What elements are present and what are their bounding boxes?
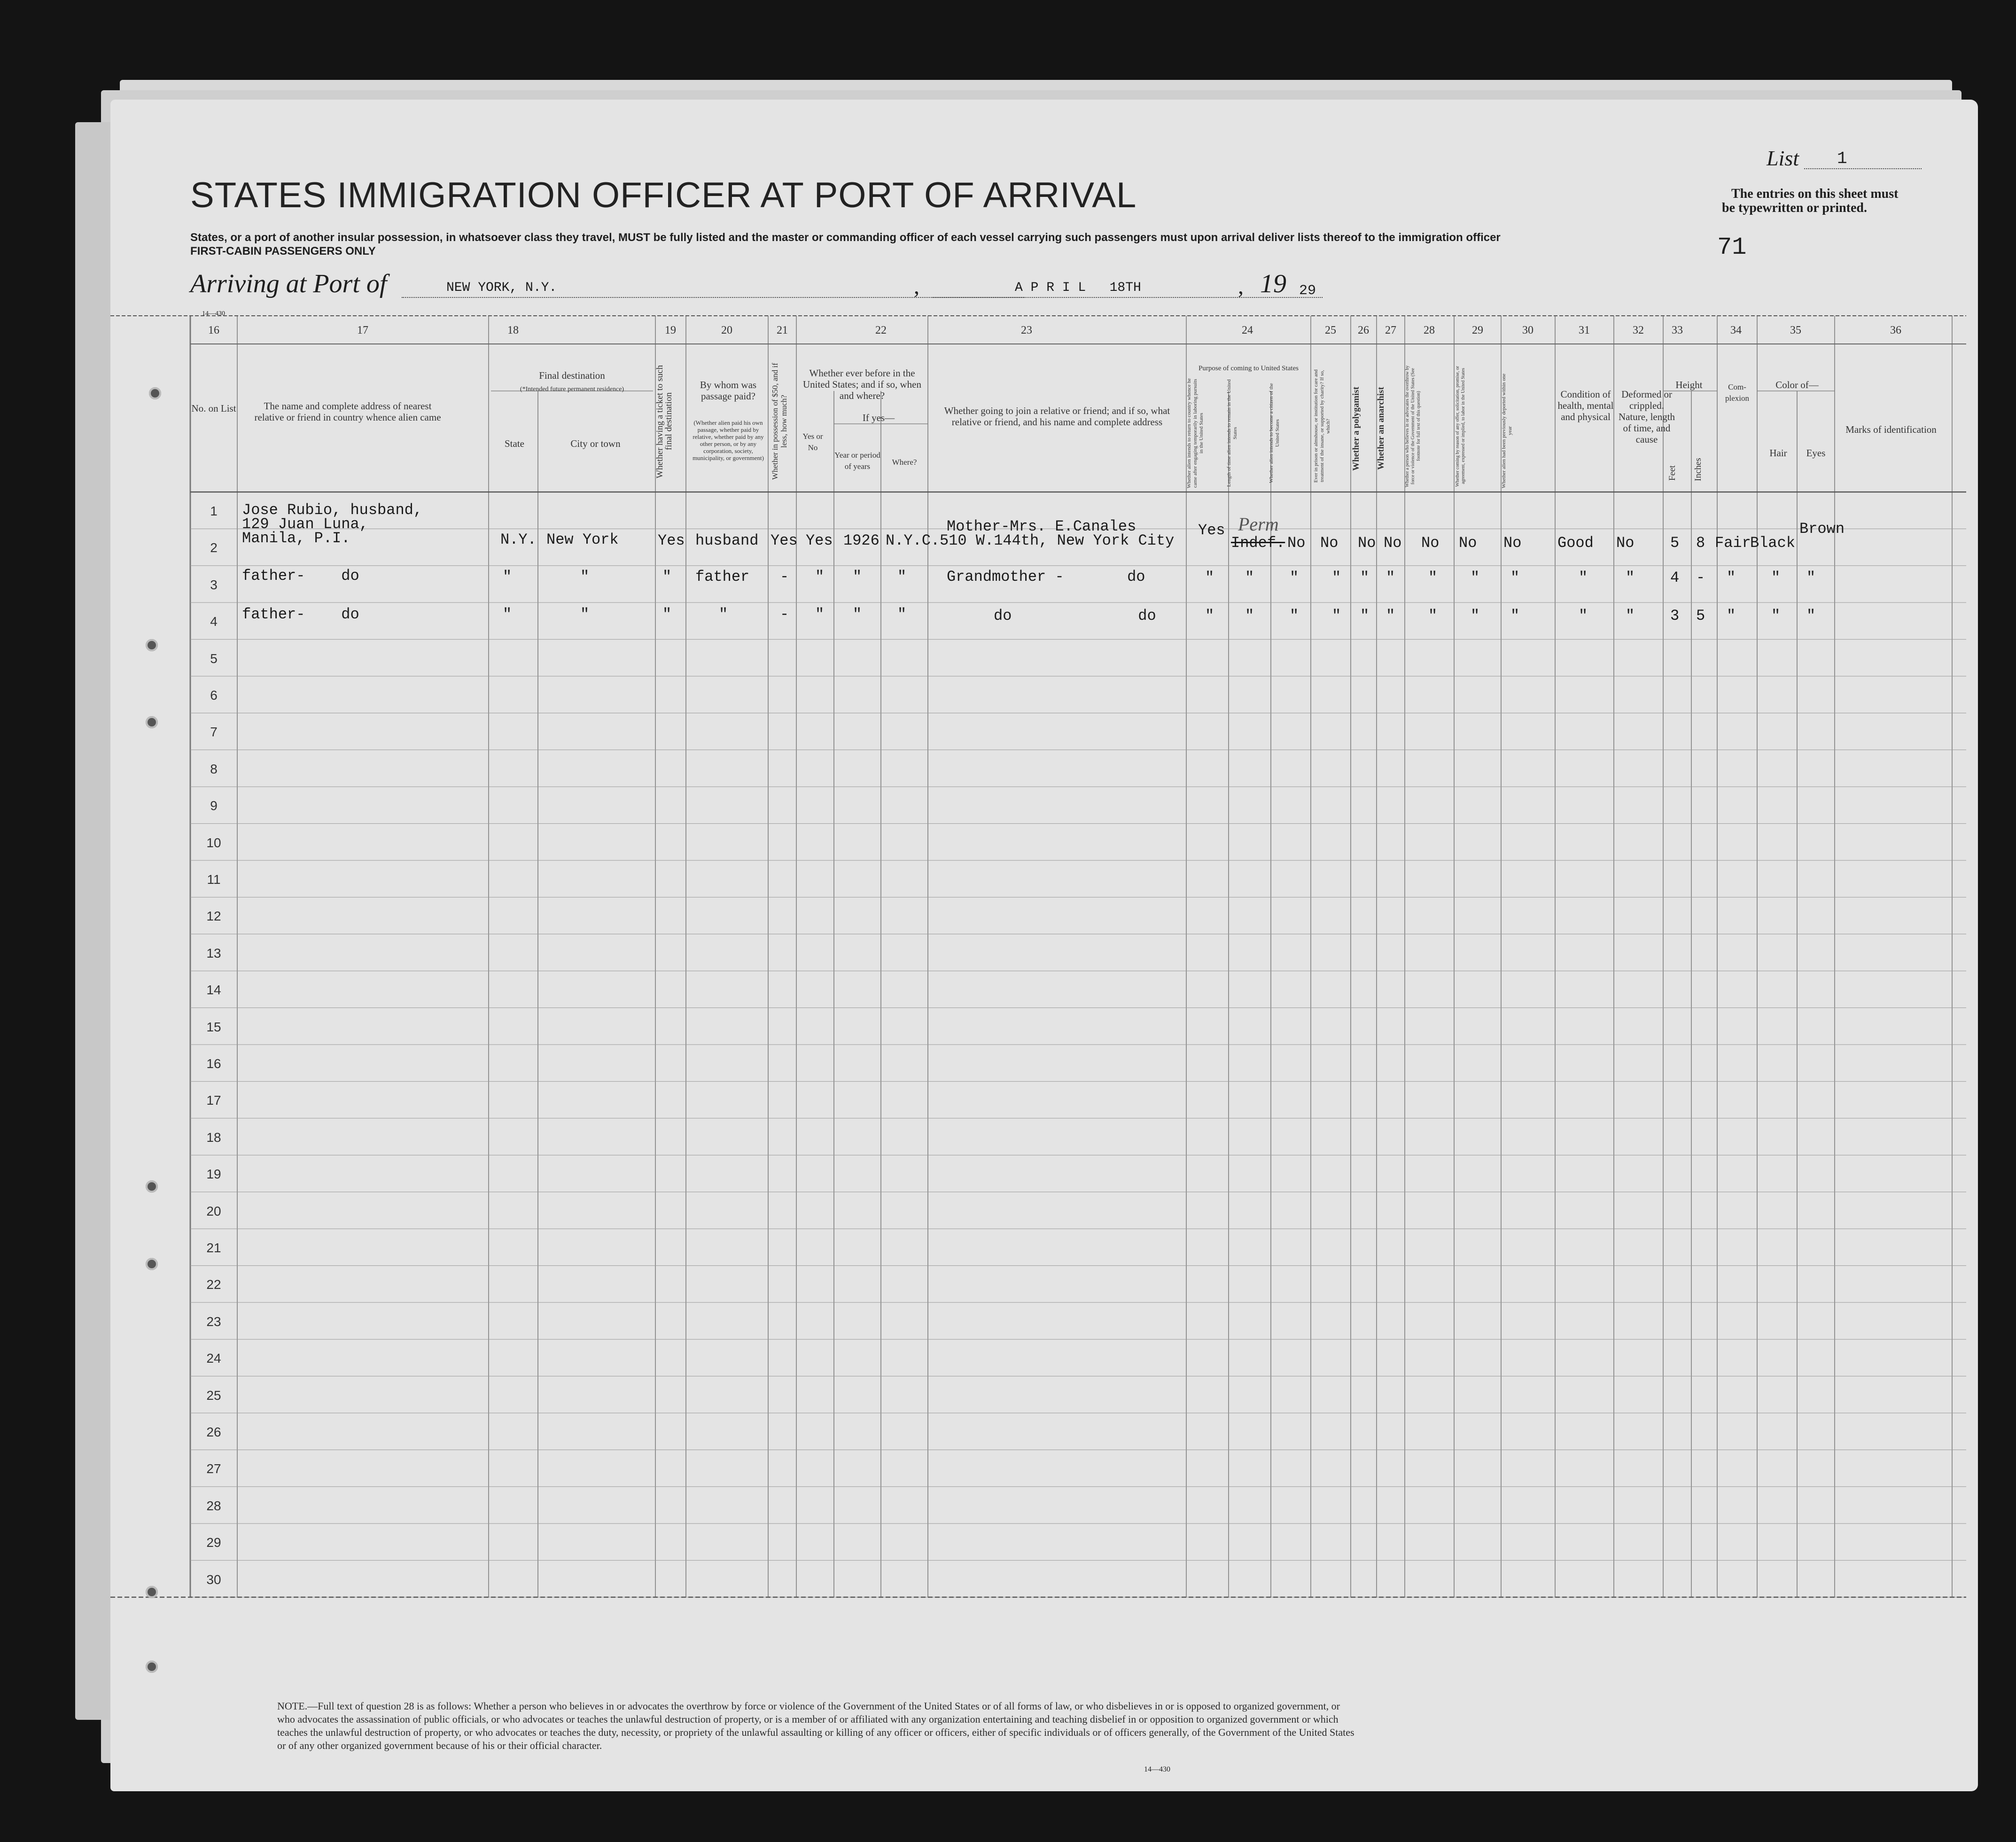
binding-hole xyxy=(146,1258,158,1270)
year-prefix: 19 xyxy=(1260,269,1286,298)
r1-overthrow: No xyxy=(1421,534,1440,552)
row-number: 17 xyxy=(206,1093,221,1108)
r2-anarchist: " xyxy=(1386,569,1395,586)
header-before-where: Where? xyxy=(892,458,917,467)
r2-city: " xyxy=(580,568,590,585)
page-title: STATES IMMIGRATION OFFICER AT PORT OF ARRIVAL xyxy=(190,175,1137,215)
r1-polygamist: No xyxy=(1358,534,1376,552)
r1-complexion: Fair xyxy=(1715,534,1751,552)
r2-hair: " xyxy=(1771,569,1781,586)
row-number: 2 xyxy=(210,540,218,555)
row-number: 29 xyxy=(206,1535,221,1550)
column-number: 31 xyxy=(1579,324,1590,336)
r2-citizen: " xyxy=(1290,569,1299,586)
r2-before-yes-no: " xyxy=(815,568,825,585)
r1-inches: 8 xyxy=(1696,534,1705,552)
instruction-line2: FIRST-CABIN PASSENGERS ONLY xyxy=(190,245,376,258)
row-number: 16 xyxy=(206,1056,221,1071)
row-number: 14 xyxy=(206,983,221,998)
column-number: 18 xyxy=(507,324,519,336)
typewritten-note-line1: The entries on this sheet must xyxy=(1731,187,1899,201)
header-deformed: Deformed or crippled. Nature, length of time, and cause xyxy=(1618,389,1675,445)
header-before-year: Year or period of years xyxy=(834,451,880,471)
header-no-on-list: No. on List xyxy=(191,403,236,414)
r3-deported: " xyxy=(1510,607,1520,624)
ruled-grid xyxy=(110,100,1978,1791)
row-number: 21 xyxy=(206,1241,221,1255)
r1-deported: No xyxy=(1503,534,1522,552)
column-number: 30 xyxy=(1522,324,1533,336)
header-city: City or town xyxy=(570,438,621,449)
column-number: 19 xyxy=(665,324,676,336)
header-deported: Whether alien had been previously deported within one year xyxy=(1501,373,1513,489)
binding-hole xyxy=(146,1661,158,1673)
r1-before-yes-no: Yes xyxy=(806,532,833,549)
r3-anarchist: " xyxy=(1386,607,1395,624)
year-suffix: 29 xyxy=(1299,283,1316,299)
header-if-yes: If yes— xyxy=(862,412,895,423)
binding-hole xyxy=(146,716,158,728)
r1-relative-line2: 129 Juan Luna, xyxy=(242,515,368,533)
r1-relative-line3: Manila, P.I. xyxy=(242,530,350,547)
r3-length: " xyxy=(1245,607,1254,624)
column-number: 26 xyxy=(1358,324,1369,336)
column-number: 29 xyxy=(1472,324,1483,336)
header-purpose-length: Length of time alien intends to remain in the United States xyxy=(1226,379,1238,487)
header-marks: Marks of identification xyxy=(1845,424,1937,435)
r2-deported: " xyxy=(1510,569,1520,586)
port-of-arrival: NEW YORK, N.Y. xyxy=(446,281,557,295)
form-code-bottom: 14—430 xyxy=(1144,1765,1170,1773)
binding-hole xyxy=(146,639,158,651)
r1-hair: Black xyxy=(1750,534,1796,552)
header-eyes: Eyes xyxy=(1806,447,1826,459)
column-number: 23 xyxy=(1021,324,1032,336)
arriving-label: Arriving at Port of xyxy=(190,269,387,298)
column-number: 25 xyxy=(1325,324,1336,336)
column-number: 20 xyxy=(721,324,732,336)
r3-hair: " xyxy=(1771,607,1781,624)
r1-state: N.Y. xyxy=(500,531,537,548)
r3-inches: 5 xyxy=(1696,607,1705,624)
r2-length: " xyxy=(1245,569,1254,586)
column-number: 33 xyxy=(1672,324,1683,336)
r2-return: " xyxy=(1205,569,1214,586)
r2-joining: Grandmother - do xyxy=(947,568,1145,585)
r3-paid-by: " xyxy=(719,606,728,623)
r1-before-year: 1926 xyxy=(843,532,880,549)
row-number: 8 xyxy=(210,761,218,776)
column-number: 32 xyxy=(1633,324,1644,336)
r2-complexion: " xyxy=(1727,569,1736,586)
list-label: List xyxy=(1767,146,1799,170)
row-number: 3 xyxy=(210,577,218,592)
r3-money: - xyxy=(780,606,789,623)
r1-deformed: No xyxy=(1616,534,1635,552)
column-number: 34 xyxy=(1730,324,1742,336)
r3-before-yes-no: " xyxy=(815,606,825,623)
manifest-sheet xyxy=(110,100,1978,1791)
row-number: 28 xyxy=(206,1498,221,1513)
comma-1: , xyxy=(914,274,919,299)
r1-money: Yes xyxy=(771,532,798,549)
r3-joining: do do xyxy=(994,607,1156,624)
header-height: Height xyxy=(1675,379,1703,390)
column-number: 36 xyxy=(1890,324,1901,336)
r2-inches: - xyxy=(1696,569,1705,586)
r1-joining-line2: 510 W.144th, New York City xyxy=(940,532,1175,549)
row-number: 27 xyxy=(206,1461,221,1476)
port-underline xyxy=(402,297,1024,298)
footnote-question-28: NOTE.—Full text of question 28 is as follows: Whether a person who believes in or advocates the overthrow by force or violence of the Government of the United States or of all forms of law, or who disbelieves in or is opposed to organized government, or who advocates the assassination of public officials, or who advocates or teaches the unlawful destruction of property, or is a member of or affiliated with any organization entertaining and teaching disbelief in or opposition to organized government or which teaches the unlawful destruction of property, or who advocates or teaches the duty, necessity, or propriety of the unlawful assaulting or killing of any officer or officers, either of specific individuals or of officers generally, of the Government of the United States or of any other organized government because of his or their official character. xyxy=(277,1700,1354,1751)
header-passage-paid-sub: (Whether alien paid his own passage, whether paid by relative, whether paid by any other person, or by any corporation, society, municipality, or government) xyxy=(693,419,764,461)
header-passage-paid: By whom was passage paid? xyxy=(700,379,757,402)
header-purpose-citizen: Whether alien intends to become a citizen of the United States xyxy=(1269,383,1280,484)
row-number: 18 xyxy=(206,1130,221,1145)
r1-before-where: N.Y.C. xyxy=(886,532,940,549)
r3-deformed: " xyxy=(1626,607,1635,624)
r1-relative-line1: Jose Rubio, husband, xyxy=(242,501,423,519)
header-prison: Ever in prison or almshouse, or institution for care and treatment of the insane, or supported by charity? If so, which? xyxy=(1313,369,1331,483)
row-number: 25 xyxy=(206,1388,221,1403)
header-before-yes-no: Yes or No xyxy=(802,432,823,452)
r2-overthrow: " xyxy=(1428,569,1438,586)
arrival-date: A P R I L 18TH xyxy=(1015,281,1141,295)
r1-offer: No xyxy=(1459,534,1477,552)
column-number: 27 xyxy=(1385,324,1396,336)
r2-offer: " xyxy=(1471,569,1480,586)
row-number: 12 xyxy=(206,909,221,924)
header-state: State xyxy=(505,438,524,449)
row-number: 7 xyxy=(210,725,218,740)
r1-health: Good xyxy=(1557,534,1594,552)
header-anarchist: Whether an anarchist xyxy=(1376,387,1386,470)
r2-state: " xyxy=(503,568,512,585)
r3-return: " xyxy=(1205,607,1214,624)
row-number: 23 xyxy=(206,1314,221,1329)
r2-money: - xyxy=(780,568,789,585)
r3-eyes: " xyxy=(1806,607,1816,624)
sheet-number: 71 xyxy=(1717,234,1747,261)
r2-feet: 4 xyxy=(1670,569,1680,586)
binding-hole xyxy=(146,1586,158,1598)
row-number: 19 xyxy=(206,1167,221,1182)
r1-prison: No xyxy=(1320,534,1339,552)
form-code-top: 14—430 xyxy=(202,310,225,317)
column-number: 24 xyxy=(1242,324,1253,336)
r1-return: Yes xyxy=(1198,522,1225,539)
r1-anarchist: No xyxy=(1384,534,1402,552)
r1-feet: 5 xyxy=(1670,534,1680,552)
r3-feet: 3 xyxy=(1670,607,1680,624)
r3-before-year: " xyxy=(853,606,862,623)
r3-before-where: " xyxy=(897,606,907,623)
column-number: 35 xyxy=(1790,324,1801,336)
r1-length-handwritten: Perm xyxy=(1238,514,1279,535)
r3-relative: father- do xyxy=(242,606,359,623)
row-number: 5 xyxy=(210,651,218,666)
r2-polygamist: " xyxy=(1360,569,1370,586)
r3-state: " xyxy=(503,606,512,623)
header-joining-relative: Whether going to join a relative or friend; and if so, what relative or friend, and his name and complete address xyxy=(944,405,1170,428)
r3-ticket: " xyxy=(662,606,672,623)
header-inches: Inches xyxy=(1693,458,1703,482)
header-purpose: Purpose of coming to United States xyxy=(1199,365,1299,372)
row-number: 1 xyxy=(210,504,218,518)
header-purpose-return: Whether alien intends to return to country whence he came after engaging temporarily in laboring pursuits in the United States xyxy=(1186,378,1204,488)
r2-health: " xyxy=(1579,569,1588,586)
r2-ticket: " xyxy=(662,568,672,585)
r1-joining-line1: Mother-Mrs. E.Canales xyxy=(947,518,1136,535)
r1-citizen: No xyxy=(1287,534,1306,552)
r2-paid-by: father xyxy=(695,568,750,585)
list-number: 1 xyxy=(1837,149,1847,168)
r3-health: " xyxy=(1579,607,1588,624)
r2-before-year: " xyxy=(853,568,862,585)
r2-eyes: " xyxy=(1806,569,1816,586)
r3-citizen: " xyxy=(1290,607,1299,624)
row-number: 9 xyxy=(210,798,218,813)
row-number: 24 xyxy=(206,1351,221,1366)
column-number: 17 xyxy=(357,324,368,336)
r2-prison: " xyxy=(1332,569,1341,586)
r2-relative: father- do xyxy=(242,567,359,585)
r3-complexion: " xyxy=(1727,607,1736,624)
comma-2: , xyxy=(1238,274,1244,299)
r3-city: " xyxy=(580,606,590,623)
header-feet: Feet xyxy=(1667,465,1677,481)
column-number: 22 xyxy=(875,324,887,336)
r3-overthrow: " xyxy=(1428,607,1438,624)
r1-eyes: Brown xyxy=(1799,520,1845,538)
r1-ticket: Yes xyxy=(658,532,685,549)
header-health: Condition of health, mental and physical xyxy=(1557,389,1614,422)
header-polygamist: Whether a polygamist xyxy=(1351,386,1361,471)
column-number: 28 xyxy=(1424,324,1435,336)
row-number: 26 xyxy=(206,1425,221,1439)
header-complexion: Com-plexion xyxy=(1725,382,1749,403)
row-number: 22 xyxy=(206,1277,221,1292)
r1-paid-by: husband xyxy=(695,532,759,549)
header-final-destination-sub: (*Intended future permanent residence) xyxy=(520,386,624,393)
header-hair: Hair xyxy=(1769,447,1787,459)
header-offer-to-labor: Whether coming by reason of any offer, solicitation, promise, or agreement, expressed or implied, to labor in the United States xyxy=(1455,366,1466,487)
row-number: 20 xyxy=(206,1203,221,1218)
r1-city: New York xyxy=(546,531,619,548)
row-number: 6 xyxy=(210,688,218,702)
row-number: 4 xyxy=(210,614,218,629)
row-number: 10 xyxy=(206,835,221,850)
list-underline xyxy=(1804,168,1922,169)
binding-hole xyxy=(146,1180,158,1193)
row-number: 30 xyxy=(206,1572,221,1587)
row-number: 15 xyxy=(206,1019,221,1034)
column-number: 21 xyxy=(777,324,788,336)
header-overthrow: Whether a person who believes in or advocates the overthrow by force or violence of the Government of the United States (See footnote for full text of this question) xyxy=(1405,365,1421,487)
row-number: 13 xyxy=(206,945,221,960)
r1-length: Indef. xyxy=(1231,534,1285,552)
header-before-in-us: Whether ever before in the United States; and if so, when and where? xyxy=(803,367,921,401)
instruction-line1: States, or a port of another insular possession, in whatsoever class they travel, MUST be fully listed and the master or commanding officer of each vessel carrying such passengers must upon arrival deliver lists thereof to the immigration officer xyxy=(190,231,1501,244)
header-color: Color of— xyxy=(1775,379,1819,390)
header-money: Whether in possession of $50, and if less, how much? xyxy=(771,363,788,480)
column-number: 16 xyxy=(208,324,219,336)
r3-polygamist: " xyxy=(1360,607,1370,624)
binding-hole xyxy=(149,387,161,399)
r2-deformed: " xyxy=(1626,569,1635,586)
row-number: 11 xyxy=(207,872,221,887)
typewritten-note-line2: be typewritten or printed. xyxy=(1722,201,1867,215)
header-ticket: Whether having a ticket to such final destination xyxy=(655,365,674,478)
r3-offer: " xyxy=(1471,607,1480,624)
r3-prison: " xyxy=(1332,607,1341,624)
header-nearest-relative: The name and complete address of nearest relative or friend in country whence alien came xyxy=(254,400,441,423)
header-final-destination: Final destination xyxy=(539,370,605,381)
r2-before-where: " xyxy=(897,568,907,585)
